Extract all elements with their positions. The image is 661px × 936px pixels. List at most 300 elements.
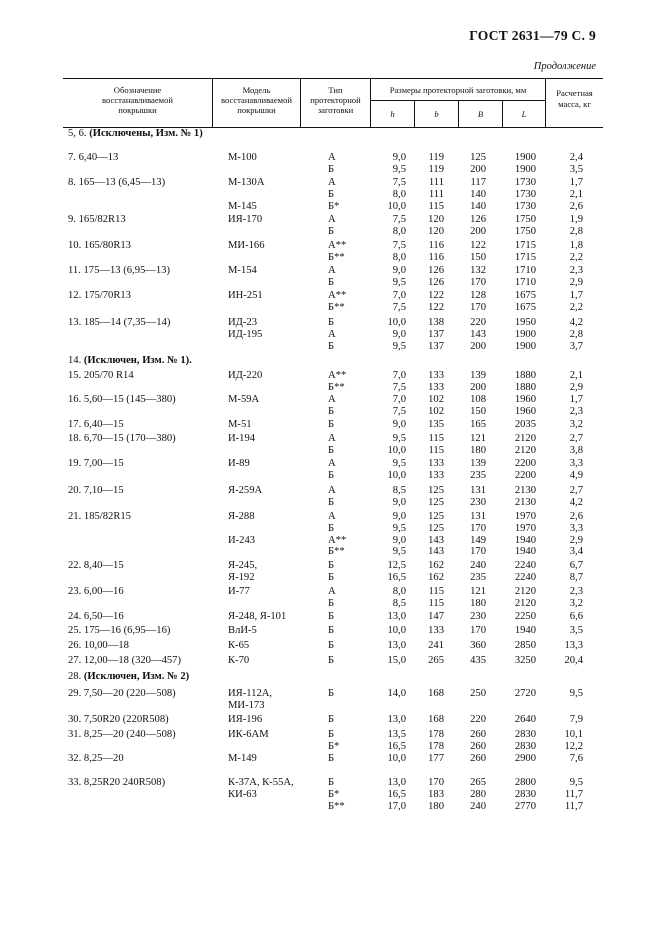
- size-h: 7,5: [392, 177, 406, 188]
- tread-type: Б: [328, 571, 335, 583]
- tire-model: [228, 177, 314, 189]
- size-B: 200: [470, 163, 486, 175]
- size-h: 10,0: [387, 469, 406, 481]
- column-header-h: h: [371, 101, 415, 127]
- size-h: 7,5: [392, 240, 406, 251]
- size-h-cell: [372, 688, 406, 700]
- tread-type-cell: [328, 753, 362, 765]
- size-b-cell: [418, 152, 444, 176]
- tread-type: Б: [328, 405, 335, 417]
- tire-model: [228, 317, 314, 341]
- header-line: восстанавливаемой: [221, 95, 292, 105]
- size-B-cell: [460, 240, 486, 264]
- size-B-cell: [460, 560, 486, 584]
- size-h: 13,0: [387, 611, 406, 622]
- size-h-cell: [372, 586, 406, 610]
- size-L: 2830: [514, 740, 536, 752]
- size-B: 200: [470, 225, 486, 237]
- mass: 2,8: [569, 328, 583, 340]
- tread-type: Б**: [328, 301, 345, 313]
- size-B: 121: [470, 433, 486, 444]
- size-b: 111: [428, 188, 444, 200]
- size-B: 220: [470, 317, 486, 328]
- tread-type: Б: [328, 225, 335, 237]
- size-b: 122: [428, 290, 444, 301]
- size-h-cell: [372, 714, 406, 726]
- size-h-cell: [372, 511, 406, 558]
- model-line: КИ-63: [228, 788, 257, 800]
- mass-cell: [556, 640, 583, 652]
- model-line: И-77: [228, 586, 250, 597]
- mass: 2,3: [569, 586, 583, 597]
- tire-designation: 30. 7,50R20 (220R508): [68, 714, 169, 725]
- size-B: 220: [470, 714, 486, 725]
- size-b: 178: [428, 729, 444, 740]
- tread-type: Б: [328, 655, 335, 666]
- size-B: 235: [470, 571, 486, 583]
- size-h: 8,0: [392, 225, 406, 237]
- mass: 4,2: [569, 317, 583, 328]
- mass: 2,7: [569, 485, 583, 496]
- mass: 1,9: [569, 214, 583, 225]
- size-L-cell: [500, 688, 536, 700]
- size-h: 9,0: [392, 152, 406, 163]
- size-h: 8,5: [392, 597, 406, 609]
- size-B-cell: [460, 729, 486, 753]
- tread-type: А: [328, 265, 336, 276]
- size-B-cell: [460, 777, 486, 812]
- tire-designation: 17. 6,40—15: [68, 419, 124, 430]
- column-header-l: L: [503, 101, 546, 127]
- size-h: 8,0: [392, 586, 406, 597]
- size-L: 2770: [514, 800, 536, 812]
- model-line: К-37А, К-55А,: [228, 777, 294, 788]
- mass: 2,3: [569, 265, 583, 276]
- model-line: ИД-195: [228, 328, 263, 340]
- tire-model: [228, 214, 314, 226]
- size-L: 1730: [514, 177, 536, 188]
- tire-model: [228, 753, 314, 765]
- header-line: протекторной: [310, 95, 361, 105]
- tire-designation: 8. 165—13 (6,45—13): [68, 177, 166, 188]
- tread-type: Б: [328, 777, 335, 788]
- size-L: 2130: [514, 496, 536, 508]
- size-h-cell: [372, 777, 406, 812]
- size-b: 177: [428, 753, 444, 764]
- size-B-cell: [460, 152, 486, 176]
- size-b: 133: [428, 458, 444, 469]
- size-B: 143: [470, 328, 486, 340]
- mass: 1,7: [569, 177, 583, 188]
- size-B-cell: [460, 586, 486, 610]
- size-L: 2035: [514, 419, 536, 430]
- size-h: 9,5: [392, 340, 406, 352]
- size-h: 13,5: [387, 729, 406, 740]
- mass: 2,1: [569, 370, 583, 381]
- size-b: 111: [428, 177, 444, 188]
- mass: 3,2: [569, 419, 583, 430]
- mass: 2,1: [569, 188, 583, 200]
- size-b-cell: [418, 394, 444, 418]
- size-b-cell: [418, 317, 444, 352]
- size-B-cell: [460, 625, 486, 637]
- mass-cell: [556, 655, 583, 667]
- size-b: 183: [428, 788, 444, 800]
- tread-type: Б: [328, 729, 335, 740]
- size-B: 260: [470, 753, 486, 764]
- size-L: 1675: [514, 290, 536, 301]
- size-L: 1900: [514, 163, 536, 175]
- size-B: 280: [470, 788, 486, 800]
- size-L: 1715: [514, 240, 536, 251]
- size-B: 139: [470, 370, 486, 381]
- size-h-cell: [372, 433, 406, 457]
- size-B-cell: [460, 458, 486, 482]
- size-b-cell: [418, 177, 444, 212]
- mass-cell: [556, 729, 583, 753]
- tire-designation: 32. 8,25—20: [68, 753, 124, 764]
- size-h: 13,0: [387, 714, 406, 725]
- model-line: МИ-166: [228, 240, 265, 251]
- size-L-cell: [500, 729, 536, 753]
- model-line: ИЯ-196: [228, 714, 263, 725]
- size-B: 230: [470, 496, 486, 508]
- tread-type-cell: [328, 240, 362, 264]
- model-line: М-154: [228, 265, 257, 276]
- model-line: М-59А: [228, 394, 260, 405]
- size-L: 1960: [514, 394, 536, 405]
- mass: 13,3: [564, 640, 583, 651]
- mass: 2,2: [569, 301, 583, 313]
- tire-designation: 11. 175—13 (6,95—13): [68, 265, 171, 276]
- size-h-cell: [372, 370, 406, 394]
- tire-designation: 25. 175—16 (6,95—16): [68, 625, 171, 636]
- excluded-prefix: 28.: [68, 671, 82, 682]
- model-line: И-194: [228, 433, 256, 444]
- size-b: 115: [428, 200, 444, 212]
- size-B-cell: [460, 511, 486, 558]
- tire-model: [228, 290, 314, 302]
- header-line: заготовки: [317, 105, 354, 115]
- model-line: М-149: [228, 753, 257, 764]
- size-b: 168: [428, 688, 444, 699]
- size-L: 1940: [514, 534, 536, 546]
- size-h: 7,5: [392, 381, 406, 393]
- size-b: 241: [428, 640, 444, 651]
- mass-cell: [556, 240, 583, 264]
- size-b: 125: [428, 496, 444, 508]
- tread-type: Б: [328, 163, 335, 175]
- tire-model: [228, 655, 314, 667]
- tire-model: [228, 688, 314, 712]
- tread-type: Б: [328, 444, 335, 456]
- mass: 3,3: [569, 522, 583, 534]
- mass: 1,8: [569, 240, 583, 251]
- size-b: 162: [428, 560, 444, 571]
- mass: 6,7: [569, 560, 583, 571]
- model-line: Я-259А: [228, 485, 263, 496]
- tread-type: Б: [328, 597, 335, 609]
- size-L: 2640: [514, 714, 536, 725]
- size-b: 137: [428, 340, 444, 352]
- size-B: 260: [470, 729, 486, 740]
- model-line: ИД-220: [228, 370, 263, 381]
- size-h: 7,0: [392, 370, 406, 381]
- mass: 2,2: [569, 251, 583, 263]
- model-line: М-51: [228, 419, 252, 430]
- tread-type: Б*: [328, 200, 340, 212]
- tread-type: А: [328, 214, 336, 225]
- size-h: 14,0: [387, 688, 406, 699]
- model-line: ИЯ-112А,: [228, 688, 273, 699]
- size-L-cell: [500, 586, 536, 610]
- model-line: ИК-6АМ: [228, 729, 269, 740]
- size-B: 180: [470, 444, 486, 456]
- mass: 12,2: [564, 740, 583, 752]
- tread-type: Б: [328, 469, 335, 481]
- size-L-cell: [500, 511, 536, 558]
- mass: 2,6: [569, 511, 583, 522]
- size-L-cell: [500, 640, 536, 652]
- size-b: 138: [428, 317, 444, 328]
- mass-cell: [556, 611, 583, 623]
- model-line: МИ-173: [228, 699, 265, 711]
- tread-type-cell: [328, 625, 362, 637]
- size-B: 170: [470, 546, 486, 558]
- model-line: Я-288: [228, 511, 255, 522]
- size-b-cell: [418, 560, 444, 584]
- size-b: 120: [428, 225, 444, 237]
- size-B-cell: [460, 714, 486, 726]
- tread-type: А: [328, 511, 336, 522]
- size-h-cell: [372, 394, 406, 418]
- tread-type-cell: [328, 560, 362, 584]
- size-h-cell: [372, 240, 406, 264]
- model-line: Я-245,: [228, 560, 258, 571]
- size-h-cell: [372, 290, 406, 314]
- tire-designation: 24. 6,50—16: [68, 611, 124, 622]
- size-h: 10,0: [387, 317, 406, 328]
- size-b: 178: [428, 740, 444, 752]
- page-title: ГОСТ 2631—79 С. 9: [469, 28, 596, 43]
- size-b-cell: [418, 485, 444, 509]
- size-h: 7,5: [392, 405, 406, 417]
- size-L: 2720: [514, 688, 536, 699]
- size-h-cell: [372, 729, 406, 753]
- size-b-cell: [418, 214, 444, 238]
- mass: 3,7: [569, 340, 583, 352]
- size-h: 7,5: [392, 214, 406, 225]
- tread-type-cell: [328, 265, 362, 289]
- tread-type-cell: [328, 290, 362, 314]
- size-L-cell: [500, 265, 536, 289]
- size-L: 2120: [514, 444, 536, 456]
- size-B-cell: [460, 265, 486, 289]
- size-b-cell: [418, 458, 444, 482]
- tread-type-cell: [328, 214, 362, 238]
- size-b: 119: [428, 163, 444, 175]
- model-line: К-70: [228, 655, 250, 666]
- tire-designation: 19. 7,00—15: [68, 458, 124, 469]
- size-h: 16,5: [387, 740, 406, 752]
- size-L: 1710: [514, 276, 536, 288]
- size-B: 165: [470, 419, 486, 430]
- mass: 4,2: [569, 496, 583, 508]
- tread-type: А: [328, 586, 336, 597]
- size-h-cell: [372, 611, 406, 623]
- size-L-cell: [500, 177, 536, 212]
- size-h: 17,0: [387, 800, 406, 812]
- size-B: 150: [470, 251, 486, 263]
- tread-type-cell: [328, 777, 362, 812]
- tread-type-cell: [328, 458, 362, 482]
- size-b: 133: [428, 370, 444, 381]
- model-line: Я-192: [228, 571, 255, 583]
- size-L: 2850: [514, 640, 536, 651]
- size-L-cell: [500, 777, 536, 812]
- size-B-cell: [460, 214, 486, 238]
- tire-designation: 23. 6,00—16: [68, 586, 124, 597]
- size-b: 168: [428, 714, 444, 725]
- size-B: 131: [470, 485, 486, 496]
- size-L: 1750: [514, 225, 536, 237]
- size-L: 1730: [514, 200, 536, 212]
- tread-type-cell: [328, 370, 362, 394]
- mass: 2,7: [569, 433, 583, 444]
- size-L: 1940: [514, 625, 536, 636]
- size-b: 115: [428, 433, 444, 444]
- tread-type: Б: [328, 496, 335, 508]
- size-b: 120: [428, 214, 444, 225]
- tread-type-cell: [328, 640, 362, 652]
- size-h: 9,5: [392, 458, 406, 469]
- size-b: 137: [428, 328, 444, 340]
- size-L: 1960: [514, 405, 536, 417]
- size-h: 12,5: [387, 560, 406, 571]
- mass-cell: [556, 560, 583, 584]
- mass: 9,5: [569, 688, 583, 699]
- size-B: 250: [470, 688, 486, 699]
- size-b-cell: [418, 777, 444, 812]
- tread-type: А: [328, 152, 336, 163]
- excluded-text: (Исключены, Изм. № 1): [89, 128, 203, 139]
- size-b: 116: [428, 251, 444, 263]
- size-L: 2200: [514, 469, 536, 481]
- tread-type: А: [328, 328, 336, 340]
- size-h-cell: [372, 640, 406, 652]
- header-line: восстанавливаемой: [102, 95, 173, 105]
- tire-model: [228, 625, 314, 637]
- size-L-cell: [500, 419, 536, 431]
- mass: 2,9: [569, 276, 583, 288]
- column-header-b-large: B: [459, 101, 503, 127]
- size-b-cell: [418, 370, 444, 394]
- size-h: 10,0: [387, 753, 406, 764]
- mass-cell: [556, 152, 583, 176]
- size-L: 2200: [514, 458, 536, 469]
- size-b: 125: [428, 522, 444, 534]
- size-b-cell: [418, 265, 444, 289]
- header-line: покрышки: [118, 105, 157, 115]
- tire-designation: 10. 165/80R13: [68, 240, 131, 251]
- size-b: 115: [428, 586, 444, 597]
- tire-model: [228, 419, 314, 431]
- mass-cell: [556, 317, 583, 352]
- size-L-cell: [500, 485, 536, 509]
- size-b: 116: [428, 240, 444, 251]
- mass: 3,2: [569, 597, 583, 609]
- size-B: 150: [470, 405, 486, 417]
- mass-cell: [556, 777, 583, 812]
- column-header-sizes: Размеры протекторной заготовки, мм: [371, 79, 546, 101]
- excluded-prefix: 5, 6.: [68, 128, 87, 139]
- size-b-cell: [418, 714, 444, 726]
- size-h: 9,5: [392, 433, 406, 444]
- size-L: 2900: [514, 753, 536, 764]
- mass-cell: [556, 433, 583, 457]
- size-h-cell: [372, 214, 406, 238]
- size-h: 9,0: [392, 419, 406, 430]
- size-h-cell: [372, 485, 406, 509]
- size-h-cell: [372, 753, 406, 765]
- tire-designation: 29. 7,50—20 (220—508): [68, 688, 176, 699]
- size-B: 170: [470, 625, 486, 636]
- header-line: масса, кг: [558, 99, 591, 109]
- size-L-cell: [500, 560, 536, 584]
- tire-model: [228, 586, 314, 598]
- model-line: М-130А: [228, 177, 265, 188]
- tread-type: Б: [328, 688, 335, 699]
- size-B: 125: [470, 152, 486, 163]
- size-L-cell: [500, 240, 536, 264]
- mass: 9,5: [569, 777, 583, 788]
- size-L: 1900: [514, 340, 536, 352]
- header-line: Обозначение: [113, 85, 162, 95]
- size-h: 10,0: [387, 625, 406, 636]
- tread-type-cell: [328, 152, 362, 176]
- tire-designation: 33. 8,25R20 240R508): [68, 777, 166, 788]
- size-b: 180: [428, 800, 444, 812]
- tread-type: Б: [328, 560, 335, 571]
- mass: 2,8: [569, 225, 583, 237]
- size-h: 10,0: [387, 200, 406, 212]
- mass-cell: [556, 485, 583, 509]
- size-B-cell: [460, 290, 486, 314]
- tire-model: [228, 265, 314, 277]
- size-B: 240: [470, 800, 486, 812]
- mass: 3,4: [569, 546, 583, 558]
- mass: 3,8: [569, 444, 583, 456]
- size-L: 2250: [514, 611, 536, 622]
- size-B: 360: [470, 640, 486, 651]
- model-line: И-89: [228, 458, 250, 469]
- excluded-text: (Исключен, Изм. № 1).: [83, 355, 192, 366]
- size-b: 133: [428, 469, 444, 481]
- tread-type: А**: [328, 240, 347, 251]
- size-B: 180: [470, 597, 486, 609]
- size-B: 132: [470, 265, 486, 276]
- model-line: ИЯ-170: [228, 214, 263, 225]
- excluded-text: (Исключен, Изм. № 2): [83, 671, 190, 682]
- size-L-cell: [500, 433, 536, 457]
- size-L: 1880: [514, 381, 536, 393]
- size-b: 143: [428, 546, 444, 558]
- size-L: 1730: [514, 188, 536, 200]
- size-B: 260: [470, 740, 486, 752]
- tire-designation: 27. 12,00—18 (320—457): [68, 655, 181, 666]
- size-L: 1710: [514, 265, 536, 276]
- size-L: 2130: [514, 485, 536, 496]
